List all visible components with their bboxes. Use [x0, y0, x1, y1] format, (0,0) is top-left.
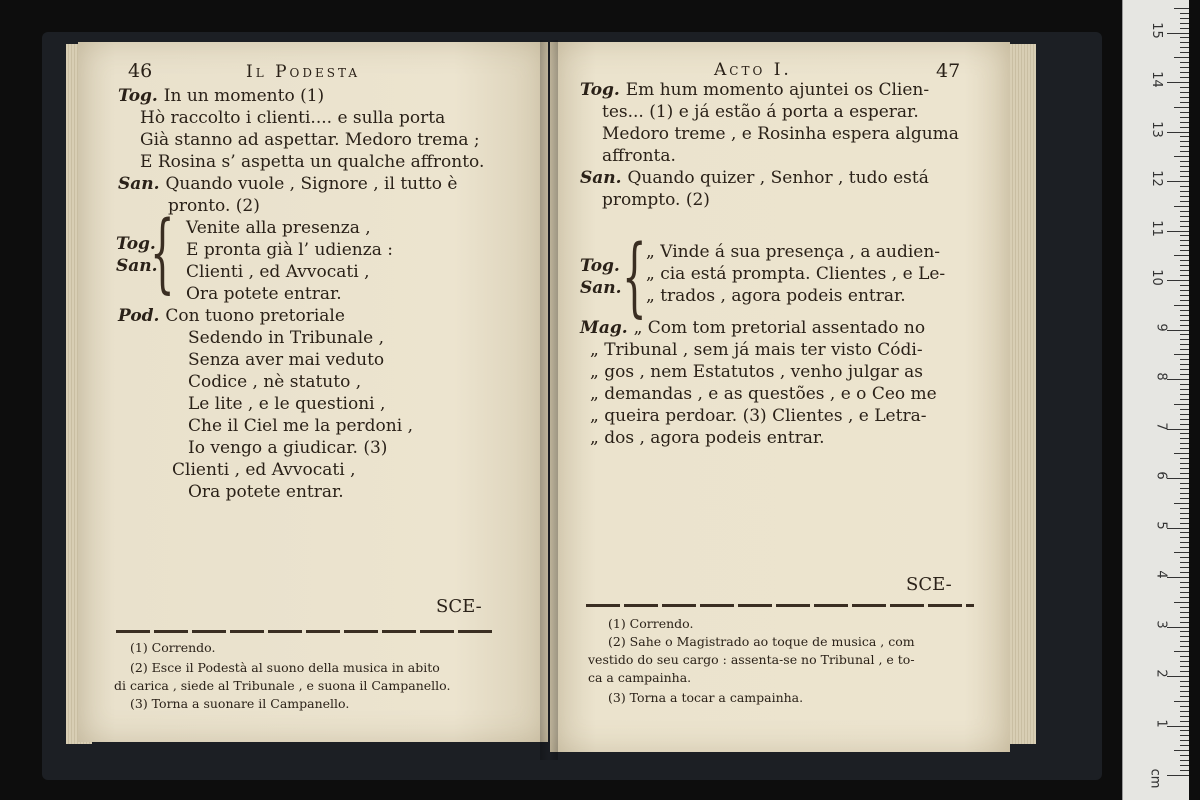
ruler-tick: [1180, 567, 1189, 568]
ruler-label: 7: [1153, 421, 1169, 431]
ruler-tick: [1180, 13, 1189, 14]
ruler-tick: [1180, 186, 1189, 187]
ruler-tick: [1180, 77, 1189, 78]
line-text: „ Com tom pretorial assentado no: [633, 318, 926, 338]
ruler-tick: [1174, 701, 1189, 702]
text-line: [140, 130, 480, 150]
ruler-tick: [1180, 52, 1189, 53]
text-line: [646, 242, 940, 262]
text-line: [590, 406, 926, 426]
ruler-tick: [1180, 28, 1189, 29]
line-text: „ Tribunal , sem já mais ter visto Códi-: [590, 340, 923, 360]
ruler-tick: [1180, 216, 1189, 217]
text-line: [118, 86, 324, 106]
ruler-tick: [1180, 523, 1189, 524]
footnote-rule-right: [586, 604, 974, 607]
ruler-tick: [1180, 117, 1189, 118]
ruler-tick: [1180, 265, 1189, 266]
ruler-tick: [1180, 488, 1189, 489]
ruler-label: 6: [1153, 471, 1169, 480]
ruler-tick: [1174, 305, 1189, 306]
line-text: „ cia está prompta. Clientes , e Le-: [646, 264, 946, 284]
ruler-tick: [1180, 300, 1189, 301]
footnote-right-4: ca a campainha.: [588, 670, 692, 685]
line-text: Con tuono pretoriale: [165, 306, 345, 326]
text-line: [186, 284, 342, 304]
ruler-tick: [1180, 23, 1189, 24]
ruler-tick: [1180, 310, 1189, 311]
ruler-tick: [1180, 339, 1189, 340]
ruler-tick: [1180, 260, 1189, 261]
text-line: [188, 394, 385, 414]
ruler-label: 1: [1153, 718, 1169, 728]
line-text: „ trados , agora podeis entrar.: [646, 286, 906, 306]
ruler-tick: [1180, 325, 1189, 326]
ruler-tick: [1174, 156, 1189, 157]
brace-left: {: [150, 203, 175, 303]
ruler-tick: [1180, 359, 1189, 360]
ruler-tick: [1180, 518, 1189, 519]
footnote-right-2: (2) Sahe o Magistrado ao toque de musica , com: [608, 634, 915, 649]
ruler-tick: [1180, 607, 1189, 608]
left-page: [78, 42, 548, 742]
text-line: [188, 416, 413, 436]
ruler-tick: [1180, 513, 1189, 514]
ruler-tick: [1180, 221, 1189, 222]
ruler-tick: [1180, 646, 1189, 647]
ruler-label: 4: [1153, 570, 1169, 579]
brace-speaker-left-1: Tog.: [116, 234, 156, 254]
ruler-tick: [1180, 438, 1189, 439]
ruler-tick: [1167, 429, 1189, 430]
ruler-tick: [1180, 597, 1189, 598]
ruler-tick: [1180, 374, 1189, 375]
ruler-tick: [1167, 132, 1189, 133]
ruler-tick: [1180, 250, 1189, 251]
ruler-tick: [1174, 503, 1189, 504]
ruler-tick: [1174, 750, 1189, 751]
ruler-tick: [1180, 681, 1189, 682]
ruler-tick: [1180, 245, 1189, 246]
ruler-tick: [1180, 666, 1189, 667]
ruler-tick: [1180, 498, 1189, 499]
ruler-tick: [1167, 775, 1189, 776]
ruler-label: 8: [1153, 372, 1169, 381]
speaker-label: Tog.: [580, 80, 626, 100]
ruler-label: 12: [1149, 170, 1165, 187]
ruler-tick: [1180, 770, 1189, 771]
ruler-tick: [1174, 354, 1189, 355]
line-text: Clienti , ed Avvocati ,: [172, 460, 356, 480]
ruler-tick: [1174, 57, 1189, 58]
ruler-tick: [1180, 537, 1189, 538]
line-text: Ora potete entrar.: [188, 482, 344, 502]
ruler-tick: [1180, 122, 1189, 123]
text-line: [646, 286, 906, 306]
ruler-tick: [1167, 676, 1189, 677]
ruler-tick: [1180, 463, 1189, 464]
ruler-tick: [1180, 557, 1189, 558]
ruler-tick: [1180, 97, 1189, 98]
ruler-tick: [1167, 181, 1189, 182]
ruler-label: 10: [1149, 269, 1165, 286]
ruler-tick: [1180, 349, 1189, 350]
ruler-tick: [1180, 424, 1189, 425]
ruler-tick: [1180, 295, 1189, 296]
right-page: [550, 42, 1010, 752]
ruler-tick: [1180, 686, 1189, 687]
text-line: [188, 350, 384, 370]
ruler-tick: [1180, 290, 1189, 291]
line-text: Em hum momento ajuntei os Clien-: [625, 80, 930, 100]
ruler-label: 11: [1149, 219, 1165, 237]
line-text: Che il Ciel me la perdoni ,: [188, 416, 413, 436]
ruler-tick: [1167, 379, 1189, 380]
ruler-tick: [1180, 409, 1189, 410]
ruler-tick: [1180, 151, 1189, 152]
ruler-tick: [1180, 62, 1189, 63]
ruler-tick: [1180, 344, 1189, 345]
line-text: Già stanno ad aspettar. Medoro trema ;: [140, 130, 480, 150]
ruler-tick: [1174, 552, 1189, 553]
text-line: [188, 438, 387, 458]
ruler-tick: [1180, 240, 1189, 241]
ruler-tick: [1167, 478, 1189, 479]
footnote-left-3: di carica , siede al Tribunale , e suona il Campanello.: [114, 678, 451, 693]
ruler-tick: [1180, 92, 1189, 93]
line-text: Sedendo in Tribunale ,: [188, 328, 385, 348]
ruler-tick: [1180, 691, 1189, 692]
ruler-label: 2: [1153, 669, 1169, 678]
ruler-tick: [1180, 320, 1189, 321]
line-text: Quando vuole , Signore , il tutto è: [165, 174, 458, 194]
ruler-tick: [1180, 414, 1189, 415]
ruler-label: 3: [1153, 619, 1169, 629]
ruler-tick: [1180, 508, 1189, 509]
ruler-tick: [1180, 740, 1189, 741]
ruler-tick: [1180, 399, 1189, 400]
ruler-tick: [1180, 270, 1189, 271]
ruler-tick: [1180, 67, 1189, 68]
ruler-tick: [1180, 547, 1189, 548]
line-text: Senza aver mai veduto: [188, 350, 385, 370]
footnote-left-4: (3) Torna a suonare il Campanello.: [130, 696, 350, 711]
footnote-right-3: vestido do seu cargo : assenta-se no Tribunal , e to-: [588, 652, 915, 667]
running-head-left: Il Podesta: [246, 62, 360, 82]
ruler-tick: [1167, 33, 1189, 34]
ruler-tick: [1180, 468, 1189, 469]
ruler-tick: [1167, 577, 1189, 578]
ruler-tick: [1167, 280, 1189, 281]
brace-speaker-left-2: San.: [116, 256, 158, 276]
line-text: „ gos , nem Estatutos , venho julgar as: [590, 362, 923, 382]
ruler-tick: [1167, 330, 1189, 331]
text-line: [646, 264, 945, 284]
ruler-tick: [1180, 146, 1189, 147]
line-text: affronta.: [602, 146, 676, 166]
ruler-tick: [1180, 191, 1189, 192]
ruler-tick: [1174, 8, 1189, 9]
ruler-tick: [1180, 176, 1189, 177]
ruler-tick: [1180, 483, 1189, 484]
text-line: [140, 108, 445, 128]
ruler-tick: [1180, 102, 1189, 103]
ruler-tick: [1180, 641, 1189, 642]
line-text: „ Vinde á sua presença , a audien-: [646, 242, 941, 262]
line-text: Venite alla presenza ,: [186, 218, 371, 238]
ruler-tick: [1180, 716, 1189, 717]
ruler-tick: [1180, 37, 1189, 38]
text-line: [140, 152, 484, 172]
text-line: [590, 340, 923, 360]
ruler-tick: [1180, 542, 1189, 543]
ruler-tick: [1174, 453, 1189, 454]
text-line: [118, 306, 345, 326]
ruler-tick: [1180, 47, 1189, 48]
brace-speaker-right-1: Tog.: [580, 256, 620, 276]
line-text: Io vengo a giudicar. (3): [188, 438, 388, 458]
ruler-tick: [1180, 389, 1189, 390]
speaker-label: Tog.: [118, 86, 164, 106]
ruler-tick: [1180, 765, 1189, 766]
line-text: Ora potete entrar.: [186, 284, 342, 304]
line-text: Le lite , e le questioni ,: [188, 394, 386, 414]
text-line: [602, 102, 919, 122]
running-head-right: Acto I.: [714, 60, 792, 80]
ruler-tick: [1180, 161, 1189, 162]
ruler-tick: [1180, 582, 1189, 583]
ruler-tick: [1180, 696, 1189, 697]
ruler-tick: [1180, 572, 1189, 573]
ruler-tick: [1167, 726, 1189, 727]
ruler-tick: [1180, 612, 1189, 613]
ruler-tick: [1180, 18, 1189, 19]
catchword-right: SCE-: [906, 574, 952, 595]
ruler-tick: [1180, 419, 1189, 420]
measuring-ruler: [1122, 0, 1189, 800]
brace-speaker-right-2: San.: [580, 278, 622, 298]
ruler-label: 13: [1149, 120, 1165, 138]
ruler-tick: [1180, 394, 1189, 395]
text-line: [168, 196, 260, 216]
ruler-label: 9: [1153, 322, 1169, 332]
ruler-tick: [1180, 631, 1189, 632]
ruler-tick: [1180, 275, 1189, 276]
ruler-tick: [1174, 107, 1189, 108]
line-text: E Rosina s’ aspetta un qualche affronto.: [140, 152, 485, 172]
text-line: [186, 240, 393, 260]
ruler-tick: [1180, 127, 1189, 128]
ruler-tick: [1180, 532, 1189, 533]
line-text: Codice , nè statuto ,: [188, 372, 362, 392]
line-text: „ demandas , e as questões , e o Ceo me: [590, 384, 937, 404]
text-line: [172, 460, 355, 480]
ruler-tick: [1180, 458, 1189, 459]
brace-right: {: [622, 227, 647, 327]
ruler-tick: [1180, 587, 1189, 588]
catchword-left: SCE-: [436, 596, 482, 617]
text-line: [590, 384, 937, 404]
ruler-label: 14: [1149, 71, 1165, 88]
ruler-tick: [1180, 730, 1189, 731]
footnote-left-1: (1) Correndo.: [130, 640, 216, 655]
text-line: [188, 328, 384, 348]
line-text: Medoro treme , e Rosinha espera alguma: [602, 124, 959, 144]
ruler-tick: [1167, 528, 1189, 529]
ruler-tick: [1180, 211, 1189, 212]
ruler-tick: [1180, 364, 1189, 365]
ruler-tick: [1180, 755, 1189, 756]
text-line: [118, 174, 457, 194]
ruler-tick: [1180, 72, 1189, 73]
ruler-tick: [1180, 721, 1189, 722]
ruler-tick: [1180, 196, 1189, 197]
speaker-label: San.: [580, 168, 628, 188]
ruler-tick: [1180, 136, 1189, 137]
ruler-tick: [1174, 255, 1189, 256]
ruler-tick: [1180, 448, 1189, 449]
ruler-tick: [1180, 201, 1189, 202]
line-text: Clienti , ed Avvocati ,: [186, 262, 370, 282]
footnote-rule-left: [116, 630, 494, 633]
ruler-tick: [1180, 473, 1189, 474]
ruler-tick: [1180, 656, 1189, 657]
text-line: [602, 190, 710, 210]
text-line: [580, 80, 929, 100]
ruler-label: 5: [1153, 520, 1169, 530]
text-line: [580, 168, 929, 188]
ruler-tick: [1180, 87, 1189, 88]
ruler-tick: [1167, 627, 1189, 628]
ruler-tick: [1180, 622, 1189, 623]
ruler-tick: [1174, 206, 1189, 207]
ruler-tick: [1180, 711, 1189, 712]
page-edges-right: [1010, 44, 1036, 744]
ruler-tick: [1180, 745, 1189, 746]
footnote-left-2: (2) Esce il Podestà al suono della musica in abito: [130, 660, 440, 675]
line-text: „ dos , agora podeis entrar.: [590, 428, 825, 448]
line-text: pronto. (2): [168, 196, 260, 216]
ruler-tick: [1180, 384, 1189, 385]
page-number-right: 47: [936, 60, 961, 82]
ruler-tick: [1180, 706, 1189, 707]
text-line: [590, 428, 825, 448]
ruler-tick: [1180, 735, 1189, 736]
ruler-tick: [1180, 112, 1189, 113]
ruler-tick: [1180, 617, 1189, 618]
ruler-tick: [1174, 651, 1189, 652]
ruler-label: cm: [1147, 768, 1163, 789]
ruler-tick: [1180, 671, 1189, 672]
ruler-tick: [1180, 42, 1189, 43]
footnote-right-1: (1) Correndo.: [608, 616, 694, 631]
line-text: E pronta già l’ udienza :: [186, 240, 393, 260]
ruler-tick: [1180, 562, 1189, 563]
speaker-label: Pod.: [118, 306, 166, 326]
text-line: [602, 146, 676, 166]
ruler-tick: [1180, 661, 1189, 662]
text-line: [188, 372, 361, 392]
ruler-tick: [1174, 404, 1189, 405]
page-number-left: 46: [128, 60, 153, 82]
book-gutter: [540, 40, 558, 760]
ruler-tick: [1180, 592, 1189, 593]
ruler-tick: [1180, 171, 1189, 172]
ruler-tick: [1180, 493, 1189, 494]
ruler-tick: [1167, 231, 1189, 232]
line-text: tes... (1) e já estão á porta a esperar.: [602, 102, 919, 122]
ruler-tick: [1180, 760, 1189, 761]
speaker-label: San.: [118, 174, 166, 194]
text-line: [590, 362, 923, 382]
text-line: [602, 124, 959, 144]
ruler-tick: [1180, 285, 1189, 286]
text-line: [186, 218, 371, 238]
line-text: Quando quizer , Senhor , tudo está: [627, 168, 929, 188]
text-line: [186, 262, 369, 282]
ruler-tick: [1167, 82, 1189, 83]
ruler-tick: [1174, 602, 1189, 603]
speaker-label: Mag.: [580, 318, 634, 338]
line-text: In un momento (1): [163, 86, 325, 106]
ruler-tick: [1180, 226, 1189, 227]
line-text: Hò raccolto i clienti.... e sulla porta: [140, 108, 446, 128]
ruler-label: 15: [1149, 21, 1165, 39]
ruler-tick: [1180, 636, 1189, 637]
footnote-right-5: (3) Torna a tocar a campainha.: [608, 690, 804, 705]
ruler-tick: [1180, 443, 1189, 444]
text-line: [188, 482, 344, 502]
line-text: „ queira perdoar. (3) Clientes , e Letra-: [590, 406, 927, 426]
ruler-tick: [1180, 334, 1189, 335]
ruler-tick: [1180, 166, 1189, 167]
line-text: prompto. (2): [602, 190, 710, 210]
ruler-tick: [1180, 315, 1189, 316]
ruler-tick: [1180, 141, 1189, 142]
ruler-tick: [1180, 235, 1189, 236]
ruler-tick: [1180, 433, 1189, 434]
ruler-tick: [1180, 369, 1189, 370]
